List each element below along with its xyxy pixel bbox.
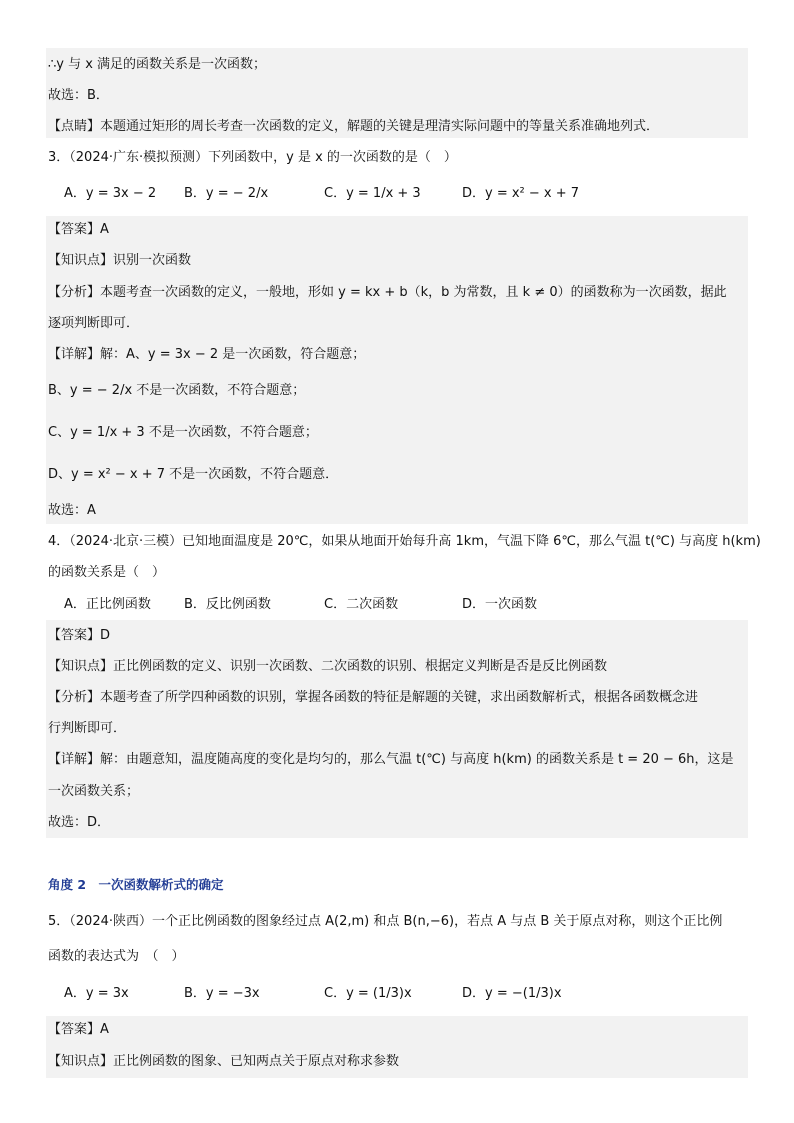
answer-line: 【答案】A [48, 222, 109, 237]
knowledge-line: 【知识点】正比例函数的图象、已知两点关于原点对称求参数 [48, 1054, 400, 1069]
detail-line: 【详解】解：由题意知，温度随高度的变化是均匀的，那么气温 t(℃) 与高度 h(km) 的函数关系是 t = 20 − 6h，这是 [48, 752, 734, 767]
option-b[interactable]: B．反比例函数 [184, 597, 271, 612]
question-5-stem: 函数的表达式为 （ ） [48, 949, 185, 964]
option-c[interactable]: C．y = (1/3)x [324, 986, 412, 1001]
knowledge-line: 【知识点】识别一次函数 [48, 253, 192, 268]
section-heading: 角度 2 一次函数解析式的确定 [48, 877, 224, 892]
question-3-options [64, 184, 748, 204]
solution-line: 故选：B． [48, 88, 109, 103]
question-3-stem: 3．（2024·广东·模拟预测）下列函数中，y 是 x 的一次函数的是（ ） [48, 150, 457, 165]
option-d[interactable]: D．y = x² − x + 7 [462, 186, 580, 201]
solution-line: ∴y 与 x 满足的函数关系是一次函数； [48, 57, 267, 72]
detail-line: C、y = 1/x + 3 不是一次函数，不符合题意； [48, 425, 318, 440]
detail-line: 【详解】解：A、y = 3x − 2 是一次函数，符合题意； [48, 347, 366, 362]
conclusion-line: 故选：D． [48, 815, 111, 830]
detail-line: B、y = − 2/x 不是一次函数，不符合题意； [48, 383, 306, 398]
knowledge-line: 【知识点】正比例函数的定义、识别一次函数、二次函数的识别、根据定义判断是否是反比例函数 [48, 659, 608, 674]
question-4-options [64, 595, 748, 615]
option-b[interactable]: B．y = − 2/x [184, 186, 269, 201]
analysis-line: 【分析】本题考查一次函数的定义，一般地，形如 y = kx + b（k，b 为常数，且 k ≠ 0）的函数称为一次函数，据此 [48, 285, 727, 300]
option-d[interactable]: D．y = −(1/3)x [462, 986, 562, 1001]
solution-line: 【点睛】本题通过矩形的周长考查一次函数的定义，解题的关键是理清实际问题中的等量关系准确地列式． [48, 119, 660, 134]
option-a[interactable]: A．正比例函数 [64, 597, 151, 612]
detail-line: 一次函数关系； [48, 784, 140, 799]
conclusion-line: 故选：A [48, 503, 96, 518]
question-5-stem: 5．（2024·陕西）一个正比例函数的图象经过点 A(2,m) 和点 B(n,−6)，若点 A 与点 B 关于原点对称，则这个正比例 [48, 914, 723, 929]
analysis-line: 行判断即可． [48, 721, 127, 736]
analysis-line: 逐项判断即可． [48, 316, 140, 331]
option-a[interactable]: A．y = 3x [64, 986, 129, 1001]
question-5-options [64, 984, 748, 1004]
option-a[interactable]: A．y = 3x − 2 [64, 186, 157, 201]
option-b[interactable]: B．y = −3x [184, 986, 260, 1001]
analysis-line: 【分析】本题考查了所学四种函数的识别，掌握各函数的特征是解题的关键，求出函数解析式，根据各函数概念进 [48, 690, 699, 705]
answer-line: 【答案】D [48, 628, 111, 643]
question-4-stem: 4．（2024·北京·三模）已知地面温度是 20℃，如果从地面开始每升高 1km，气温下降 6℃，那么气温 t(℃) 与高度 h(km) [48, 534, 761, 549]
detail-line: D、y = x² − x + 7 不是一次函数，不符合题意． [48, 467, 339, 482]
question-4-stem: 的函数关系是（ ） [48, 565, 166, 580]
option-d[interactable]: D．一次函数 [462, 597, 538, 612]
answer-line: 【答案】A [48, 1022, 109, 1037]
option-c[interactable]: C．二次函数 [324, 597, 399, 612]
option-c[interactable]: C．y = 1/x + 3 [324, 186, 421, 201]
